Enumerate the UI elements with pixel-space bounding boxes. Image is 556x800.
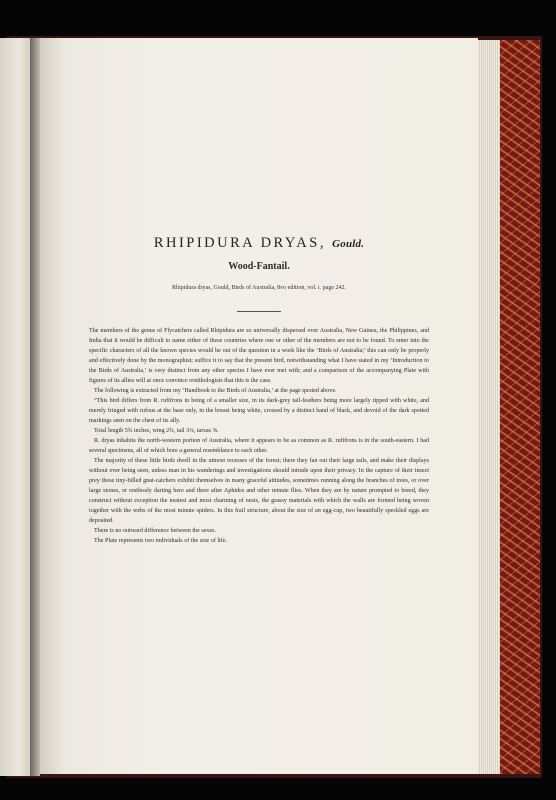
book-gutter xyxy=(30,38,40,776)
paragraph: R. dryas inhabits the north-western portion of Australia, where it appears to be as common as R. rufifrons is in the south-eastern. I had several specimens, all of which bore a general resemblance to each other. xyxy=(89,438,429,454)
page-edges xyxy=(476,40,500,774)
title-author: Gould. xyxy=(332,238,365,250)
reference-line: Rhipidura dryas, Gould, Birds of Australia, 8vo edition, vol. i. page 242. xyxy=(172,285,346,291)
paragraph: The following is extracted from my ‘Handbook to the Birds of Australia,’ at the page quoted above. xyxy=(94,388,337,394)
paragraph: Total length 5¾ inches, wing 2¾, tail 3¼, tarsus ⅝. xyxy=(94,428,219,434)
paragraph: “This bird differs from R. rufifrons in being of a smaller size, in its dark-grey tail-feathers being more largely tipped with white, and merely fringed with rufous at the base only, in the breast being white, crossed by a distinct band of black, and devoid of the dark spotted markings seen on the chest of its ally. xyxy=(89,398,429,424)
marbled-edge xyxy=(500,40,540,774)
common-name: Wood-Fantail. xyxy=(228,261,290,272)
paragraph: The members of the genus of Flycatchers called Rhipidura are so universally dispersed over Australia, New Guinea, the Philippines, and India that it would be difficult to name either of these countries where one or other of the members are not to be found. To enter into the specific characters of all the known species would be out of the question in a work like the ‘Birds of Australia;’ this can only be properly and effectively done by the monographist; suffice it to say that the present bird, notwithstanding what I have stated in my ‘Introduction to the Birds of Australia,’ is very distinct from any other species I have ever met with; and a comparison of the accompanying Plate with figures of its allies will at once convince ornithologists that this is the case. xyxy=(89,328,429,384)
body-text xyxy=(89,326,429,546)
title-main: RHIPIDURA DRYAS, xyxy=(153,235,326,251)
divider-rule xyxy=(237,311,281,312)
paragraph: The Plate represents two individuals of the size of life. xyxy=(94,538,228,544)
left-page-edge xyxy=(0,38,32,776)
paragraph: There is no outward difference between the sexes. xyxy=(94,528,217,534)
species-title xyxy=(89,235,429,252)
paragraph: The majority of these little birds dwell in the utmost recesses of the forest; there they fan out their large tails, and make their displays without ever being seen, unless man in his wanderings and investigations should intrude upon their privacy. In the capture of their insect prey these tiny-billed gnat-catchers exhibit themselves in many graceful attitudes, sometimes running along the branches of trees, or over large stones, or restlessly darting here and there after Aphides and other minute flies. When they are by nature prompted to breed, they construct without exception the neatest and most charming of nests, the grassy materials with which the walls are formed being woven together with the webs of the most minute spiders. In this frail structure, about the size of an egg-cup, two beautifully speckled eggs are deposited. xyxy=(89,458,429,524)
